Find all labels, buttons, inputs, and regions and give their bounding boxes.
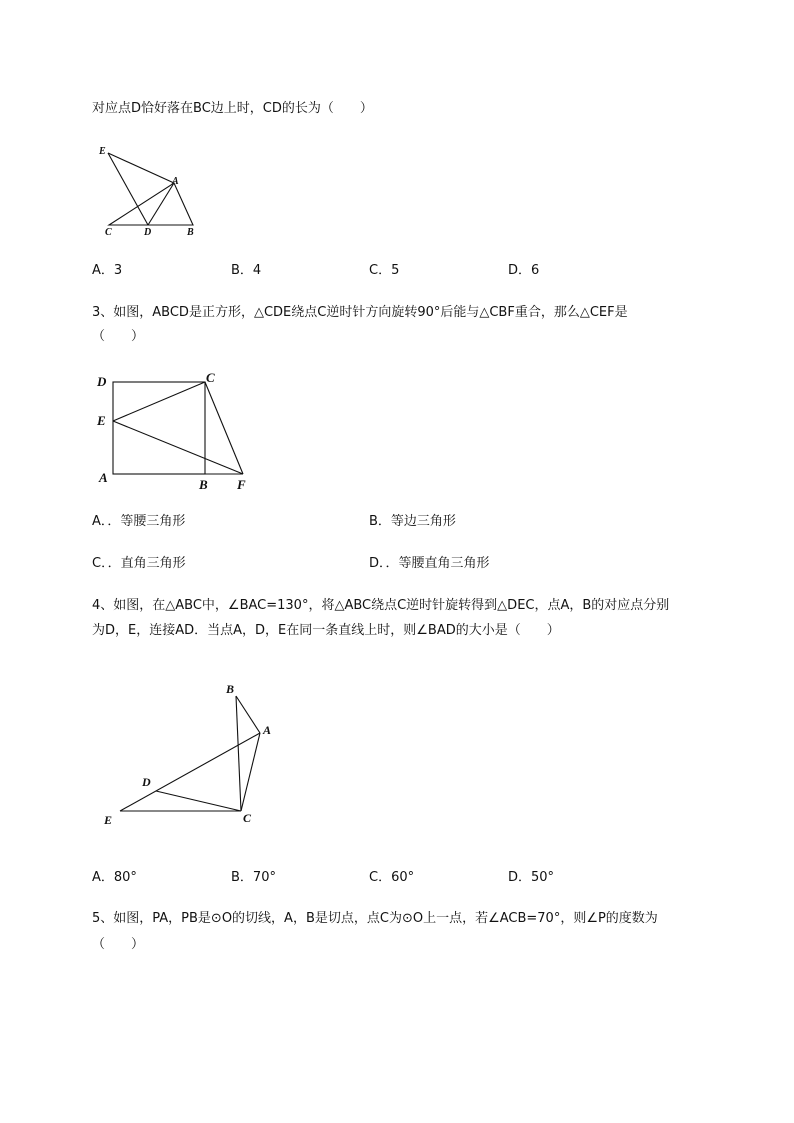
q5-stem-line2: （ ） xyxy=(92,937,145,952)
q4-segment-ac xyxy=(241,733,260,811)
q4-label-e: E xyxy=(104,813,113,827)
q2-segment-ea xyxy=(108,153,174,183)
q2-triangle-abc xyxy=(109,183,193,225)
q4-stem-line2: 为D，E，连接AD．当点A，D，E在同一条直线上时，则∠BAD的大小是（ ） xyxy=(92,623,560,638)
q2-segment-ed xyxy=(108,153,148,225)
q3-label-f: F xyxy=(237,477,246,492)
q3-label-b: B xyxy=(199,477,208,492)
q4-option-c[interactable]: C．60° xyxy=(369,870,415,885)
q4-segment-ba xyxy=(236,696,260,733)
q2-label-a: A xyxy=(172,176,179,187)
q2-stem-tail: 对应点D恰好落在BC边上时，CD的长为（ ） xyxy=(92,101,373,116)
q3-option-a[interactable]: A．．等腰三角形 xyxy=(92,514,186,529)
q3-figure xyxy=(92,368,262,496)
q4-option-a[interactable]: A．80° xyxy=(92,870,137,885)
q3-segment-ef xyxy=(113,421,243,474)
q3-square-abcd xyxy=(113,382,205,474)
q3-label-e: E xyxy=(97,413,106,428)
q4-option-d[interactable]: D．50° xyxy=(508,870,555,885)
q2-option-d[interactable]: D．6 xyxy=(508,263,540,278)
q4-option-b[interactable]: B．70° xyxy=(231,870,276,885)
q4-stem-line1: 4、如图，在△ABC中，∠BAC=130°，将△ABC绕点C逆时针旋转得到△DEC，点A，B的对应点分别 xyxy=(92,598,670,613)
q4-label-d: D xyxy=(142,775,151,789)
q3-stem-line2: （ ） xyxy=(92,329,145,344)
q3-option-b[interactable]: B．等边三角形 xyxy=(369,514,456,529)
q3-segment-cf xyxy=(205,382,243,474)
q4-label-c: C xyxy=(243,811,252,825)
q3-stem-line1: 3、如图，ABCD是正方形，△CDE绕点C逆时针方向旋转90°后能与△CBF重合，那么△CEF是 xyxy=(92,305,628,320)
q2-option-b[interactable]: B．4 xyxy=(231,263,262,278)
q2-label-c: C xyxy=(105,227,112,238)
q2-figure xyxy=(96,140,206,240)
q4-segment-dc xyxy=(156,791,241,811)
q2-option-c[interactable]: C．5 xyxy=(369,263,400,278)
q2-label-d: D xyxy=(144,227,152,238)
q2-segment-ad xyxy=(148,183,174,225)
q3-option-c[interactable]: C．．直角三角形 xyxy=(92,556,186,571)
q3-label-a: A xyxy=(99,470,108,485)
q2-label-b: B xyxy=(187,227,194,238)
q4-label-a: A xyxy=(263,723,272,737)
q2-label-e: E xyxy=(99,146,106,157)
q3-label-c: C xyxy=(206,370,215,385)
q3-label-d: D xyxy=(97,374,107,389)
q4-label-b: B xyxy=(226,682,235,696)
q3-segment-ec xyxy=(113,382,205,421)
q2-option-a[interactable]: A．3 xyxy=(92,263,123,278)
q4-segment-bc xyxy=(236,696,241,811)
q5-stem-line1: 5、如图，PA，PB是⊙O的切线，A，B是切点，点C为⊙O上一点，若∠ACB=70°，则∠P的度数为 xyxy=(92,911,658,926)
q4-figure xyxy=(100,676,290,832)
q3-option-d[interactable]: D．．等腰直角三角形 xyxy=(369,556,490,571)
